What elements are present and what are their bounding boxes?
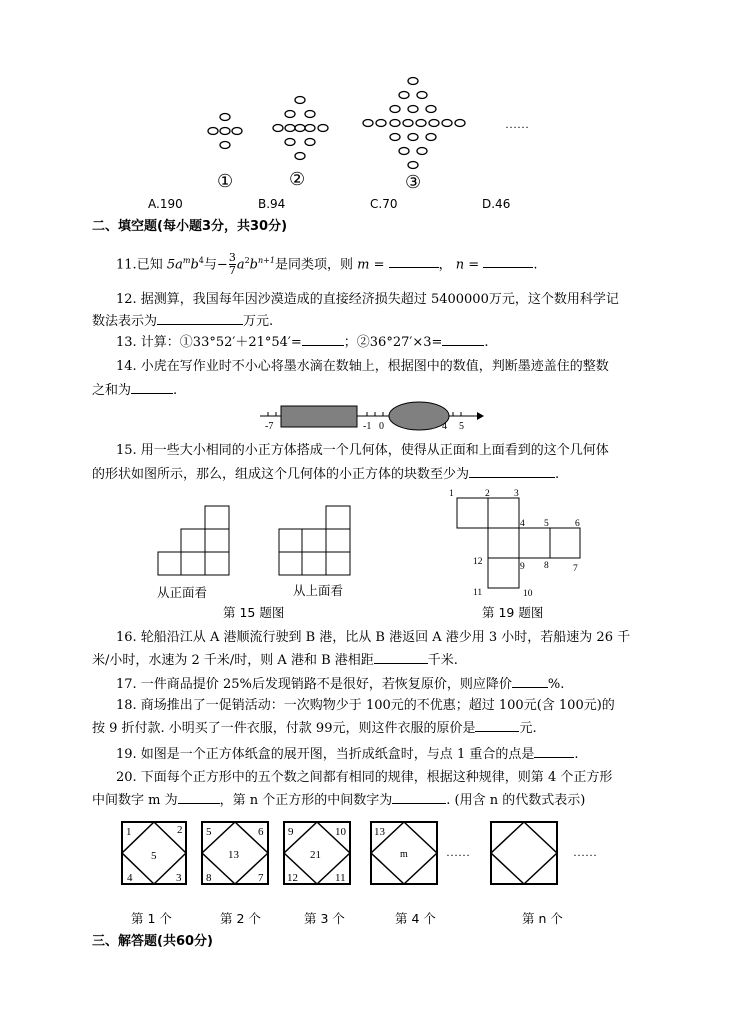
q11-exp-n1: n+1 [258, 256, 275, 265]
sq1-bl: 4 [127, 872, 133, 884]
net-num-10: 10 [523, 589, 533, 599]
sq1-tr: 2 [177, 824, 183, 836]
q15-line1: 15. 用一些大小相同的小正方体搭成一个几何体，使得从正面和上面看到的这个几何体 [116, 443, 609, 458]
top-view-figure [278, 505, 354, 577]
tick-label-0: 0 [379, 421, 384, 432]
q15-line2-text: 的形状如图所示，那么，组成这个几何体的小正方体的块数至少为 [92, 467, 470, 482]
sq2-label: 第 2 个 [220, 911, 261, 926]
sq4-c: m [400, 849, 408, 860]
q16-line2a: 米/小时，水速为 2 千米/时，则 A 港和 B 港相距 [92, 653, 374, 668]
q16-line2b: 千米. [427, 653, 458, 668]
q13-text-a: 13. 计算：①33°52′＋21°54′= [116, 335, 302, 350]
q20-blank-n[interactable] [392, 791, 446, 804]
q20-squares-figure [118, 818, 618, 890]
choice-b: B.94 [258, 197, 286, 211]
net-num-9: 9 [520, 562, 525, 572]
q11-suffix: 是同类项，则 [274, 257, 353, 273]
sq4-tl: 13 [374, 826, 385, 838]
pattern-label-1: ① [217, 171, 234, 191]
sq2-bl: 8 [206, 872, 212, 884]
q19-text-b: . [574, 747, 579, 762]
q11-mono2: a [236, 257, 245, 273]
sq2-tl: 5 [206, 826, 212, 838]
pattern-label-2: ② [289, 169, 306, 189]
sq1-label: 第 1 个 [131, 911, 172, 926]
q20-blank-m[interactable] [178, 791, 220, 804]
q16-blank[interactable] [374, 651, 428, 664]
q11-prefix: 已知 [136, 257, 163, 273]
question-13 [116, 333, 489, 353]
q12-line2 [92, 312, 273, 332]
sqn-label: 第 n 个 [522, 911, 563, 926]
section-3-title: 三、解答题(共60分) [92, 934, 213, 949]
q19-text-a: 19. 如图是一个正方体纸盒的展开图，当折成纸盒时，与点 1 重合的点是 [116, 747, 535, 762]
sq2-c: 13 [228, 849, 239, 861]
number-line [255, 400, 485, 432]
q11-m: m [357, 257, 370, 273]
net-num-2: 2 [485, 489, 490, 499]
q20-line2a: 中间数字 m 为 [92, 793, 178, 808]
section-2-title: 二、填空题(每小题3分，共30分) [92, 219, 288, 234]
q18-line1: 18. 商场推出了一促销活动：一次购物少于 100元的不优惠；超过 100元(含 100元)的 [116, 698, 615, 713]
q11-end: . [533, 257, 538, 273]
q11-exp-m: m [182, 256, 191, 265]
tick-label-5: 5 [459, 421, 464, 432]
sq3-c: 21 [310, 849, 321, 861]
fig15-caption: 第 15 题图 [223, 605, 285, 620]
q11-n: n [455, 257, 465, 273]
question-17 [116, 675, 564, 695]
q20-line2b: ，第 n 个正方形的中间数字为 [219, 793, 393, 808]
q14-line1: 14. 小虎在写作业时不小心将墨水滴在数轴上，根据图中的数值，判断墨迹盖住的整数 [116, 359, 609, 374]
q17-text-b: %. [547, 677, 565, 692]
question-19 [116, 745, 578, 765]
q11-num: 11. [116, 257, 137, 273]
q11-frac-num: 3 [228, 251, 236, 265]
q14-line2 [92, 381, 177, 401]
q13-text-c: . [484, 335, 489, 350]
net-num-11: 11 [473, 588, 483, 598]
front-view-figure [157, 505, 237, 577]
front-view-label: 从正面看 [157, 585, 208, 600]
tick-label-neg1: -1 [363, 421, 372, 432]
net-num-8: 8 [544, 561, 549, 571]
choice-a: A.190 [148, 197, 183, 211]
pattern-ellipsis: …… [505, 117, 529, 131]
sq1-br: 3 [176, 872, 182, 884]
choice-d: D.46 [482, 197, 511, 211]
q15-blank[interactable] [469, 465, 555, 478]
q11-exp2: 2 [244, 256, 250, 265]
q12-line2a: 数法表示为 [92, 314, 158, 329]
fig19-caption: 第 19 题图 [482, 605, 544, 620]
q11-mono2b: b [249, 257, 258, 273]
q14-line2-text: 之和为 [92, 383, 132, 398]
q18-line2a: 按 9 折付款. 小明买了一件衣服，付款 99元，则这件衣服的原价是 [92, 721, 476, 736]
top-view-label: 从上面看 [293, 583, 344, 598]
q11-blank-m[interactable] [389, 255, 439, 268]
q11-mono1b: b [190, 257, 199, 273]
sq3-tl: 9 [288, 826, 294, 838]
squares-ellipsis-2: …… [573, 845, 597, 859]
sq3-tr: 10 [335, 826, 346, 838]
net-num-3: 3 [514, 489, 519, 499]
sq1-tl: 1 [126, 826, 132, 838]
q20-line2 [92, 791, 585, 811]
q13-blank-2[interactable] [442, 333, 484, 346]
q14-blank[interactable] [131, 381, 173, 394]
ink-blot-rectangle [281, 406, 357, 427]
q17-text-a: 17. 一件商品提价 25%后发现销路不是很好，若恢复原价，则应降价 [116, 677, 512, 692]
q11-exp4: 4 [198, 256, 204, 265]
sq1-c: 5 [151, 850, 157, 862]
sq3-br: 11 [335, 872, 346, 884]
pattern-label-3: ③ [405, 172, 422, 192]
q11-with: 与 [203, 257, 217, 273]
q20-line2c: . (用含 n 的代数式表示) [446, 793, 586, 808]
cube-net-figure [440, 484, 590, 602]
q14-end: . [173, 383, 178, 398]
squares-ellipsis-1: …… [446, 845, 470, 859]
q16-line2 [92, 651, 458, 671]
q11-frac-den: 7 [228, 264, 236, 278]
q15-end: . [555, 467, 560, 482]
dot-pattern-figure [195, 70, 545, 195]
q11-eq2: = [468, 257, 480, 273]
sq3-label: 第 3 个 [304, 911, 345, 926]
q11-mono1: 5a [166, 257, 183, 273]
net-num-5: 5 [544, 519, 549, 529]
q20-line1: 20. 下面每个正方形中的五个数之间都有相同的规律，根据这种规律，则第 4 个正方形 [116, 770, 613, 785]
sq4-label: 第 4 个 [395, 911, 436, 926]
q11-eq1: = [373, 257, 385, 273]
q18-line2b: 元. [519, 721, 537, 736]
q11-sep: ， [438, 257, 452, 273]
q16-line1: 16. 轮船沿江从 A 港顺流行驶到 B 港，比从 B 港返回 A 港少用 3 小时，若船速为 26 千 [116, 630, 631, 645]
net-num-6: 6 [575, 519, 580, 529]
q13-text-b: ；②36°27′×3= [343, 335, 443, 350]
q19-blank[interactable] [534, 745, 574, 758]
net-num-12: 12 [473, 557, 483, 567]
q13-blank-1[interactable] [302, 333, 344, 346]
q17-blank[interactable] [512, 675, 548, 688]
q11-blank-n[interactable] [483, 255, 533, 268]
net-num-1: 1 [449, 489, 454, 499]
sq2-tr: 6 [258, 826, 264, 838]
choice-c: C.70 [370, 197, 398, 211]
tick-label-neg7: -7 [265, 421, 274, 432]
q18-line2 [92, 719, 537, 739]
sq3-bl: 12 [287, 872, 298, 884]
net-num-7: 7 [573, 564, 578, 574]
question-11: 11.已知 $5a^mb^4$与− $\frac{3}{7}$ $a^2b^{n+1}$是同类项，则 m = ， n = . [116, 251, 538, 278]
q12-blank[interactable] [157, 312, 243, 325]
ink-blot-ellipse [389, 402, 449, 430]
net-num-4: 4 [520, 519, 525, 529]
q15-line2 [92, 465, 559, 485]
q12-line1: 12. 据测算，我国每年因沙漠造成的直接经济损失超过 5400000万元，这个数用科学记 [116, 292, 619, 307]
q12-line2b: 万元. [243, 314, 274, 329]
sq2-br: 7 [258, 872, 264, 884]
tick-label-4: 4 [442, 421, 447, 432]
q18-blank[interactable] [475, 719, 519, 732]
